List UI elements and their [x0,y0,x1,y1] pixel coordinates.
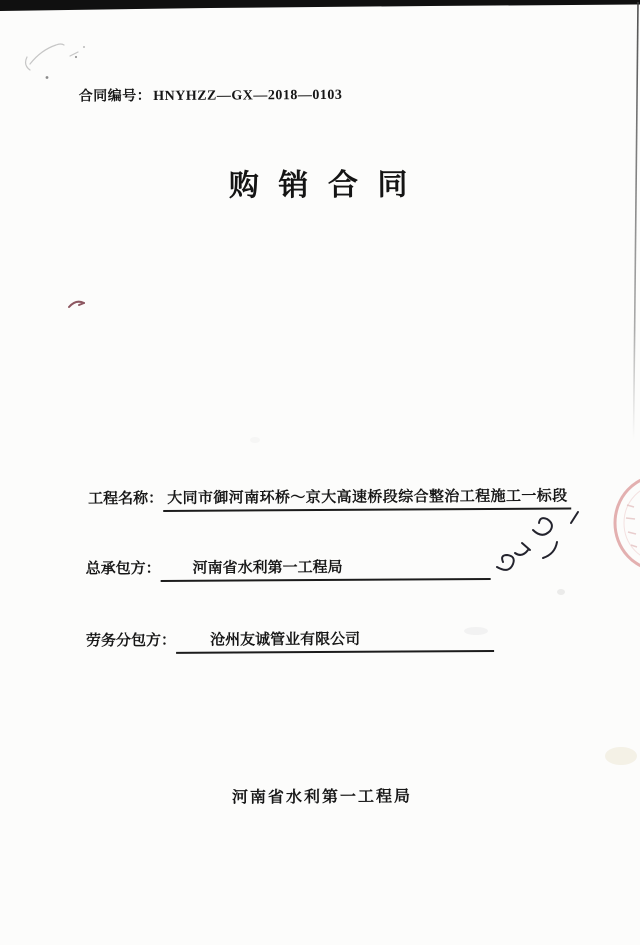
field-project-name [88,484,571,512]
contract-number-line [79,84,343,106]
general-contractor-label: 总承包方： [85,560,161,578]
page-title: 购 销 合 同 [228,168,414,203]
contract-number-label: 合同编号： [78,89,152,105]
project-name-label: 工程名称： [88,490,164,508]
labor-subcontractor-value: 沧州友诚管业有限公司 [176,627,494,654]
general-contractor-value: 河南省水利第一工程局 [161,555,491,582]
contract-number-value: HNYHZZ—GX—2018—0103 [153,87,343,105]
project-name-value: 大同市御河南环桥～京大高速桥段综合整治工程施工一标段 [163,484,571,511]
field-labor-subcontractor [86,627,494,654]
field-general-contractor [86,555,491,582]
footer-organization: 河南省水利第一工程局 [231,788,413,807]
labor-subcontractor-label: 劳务分包方： [85,632,177,650]
